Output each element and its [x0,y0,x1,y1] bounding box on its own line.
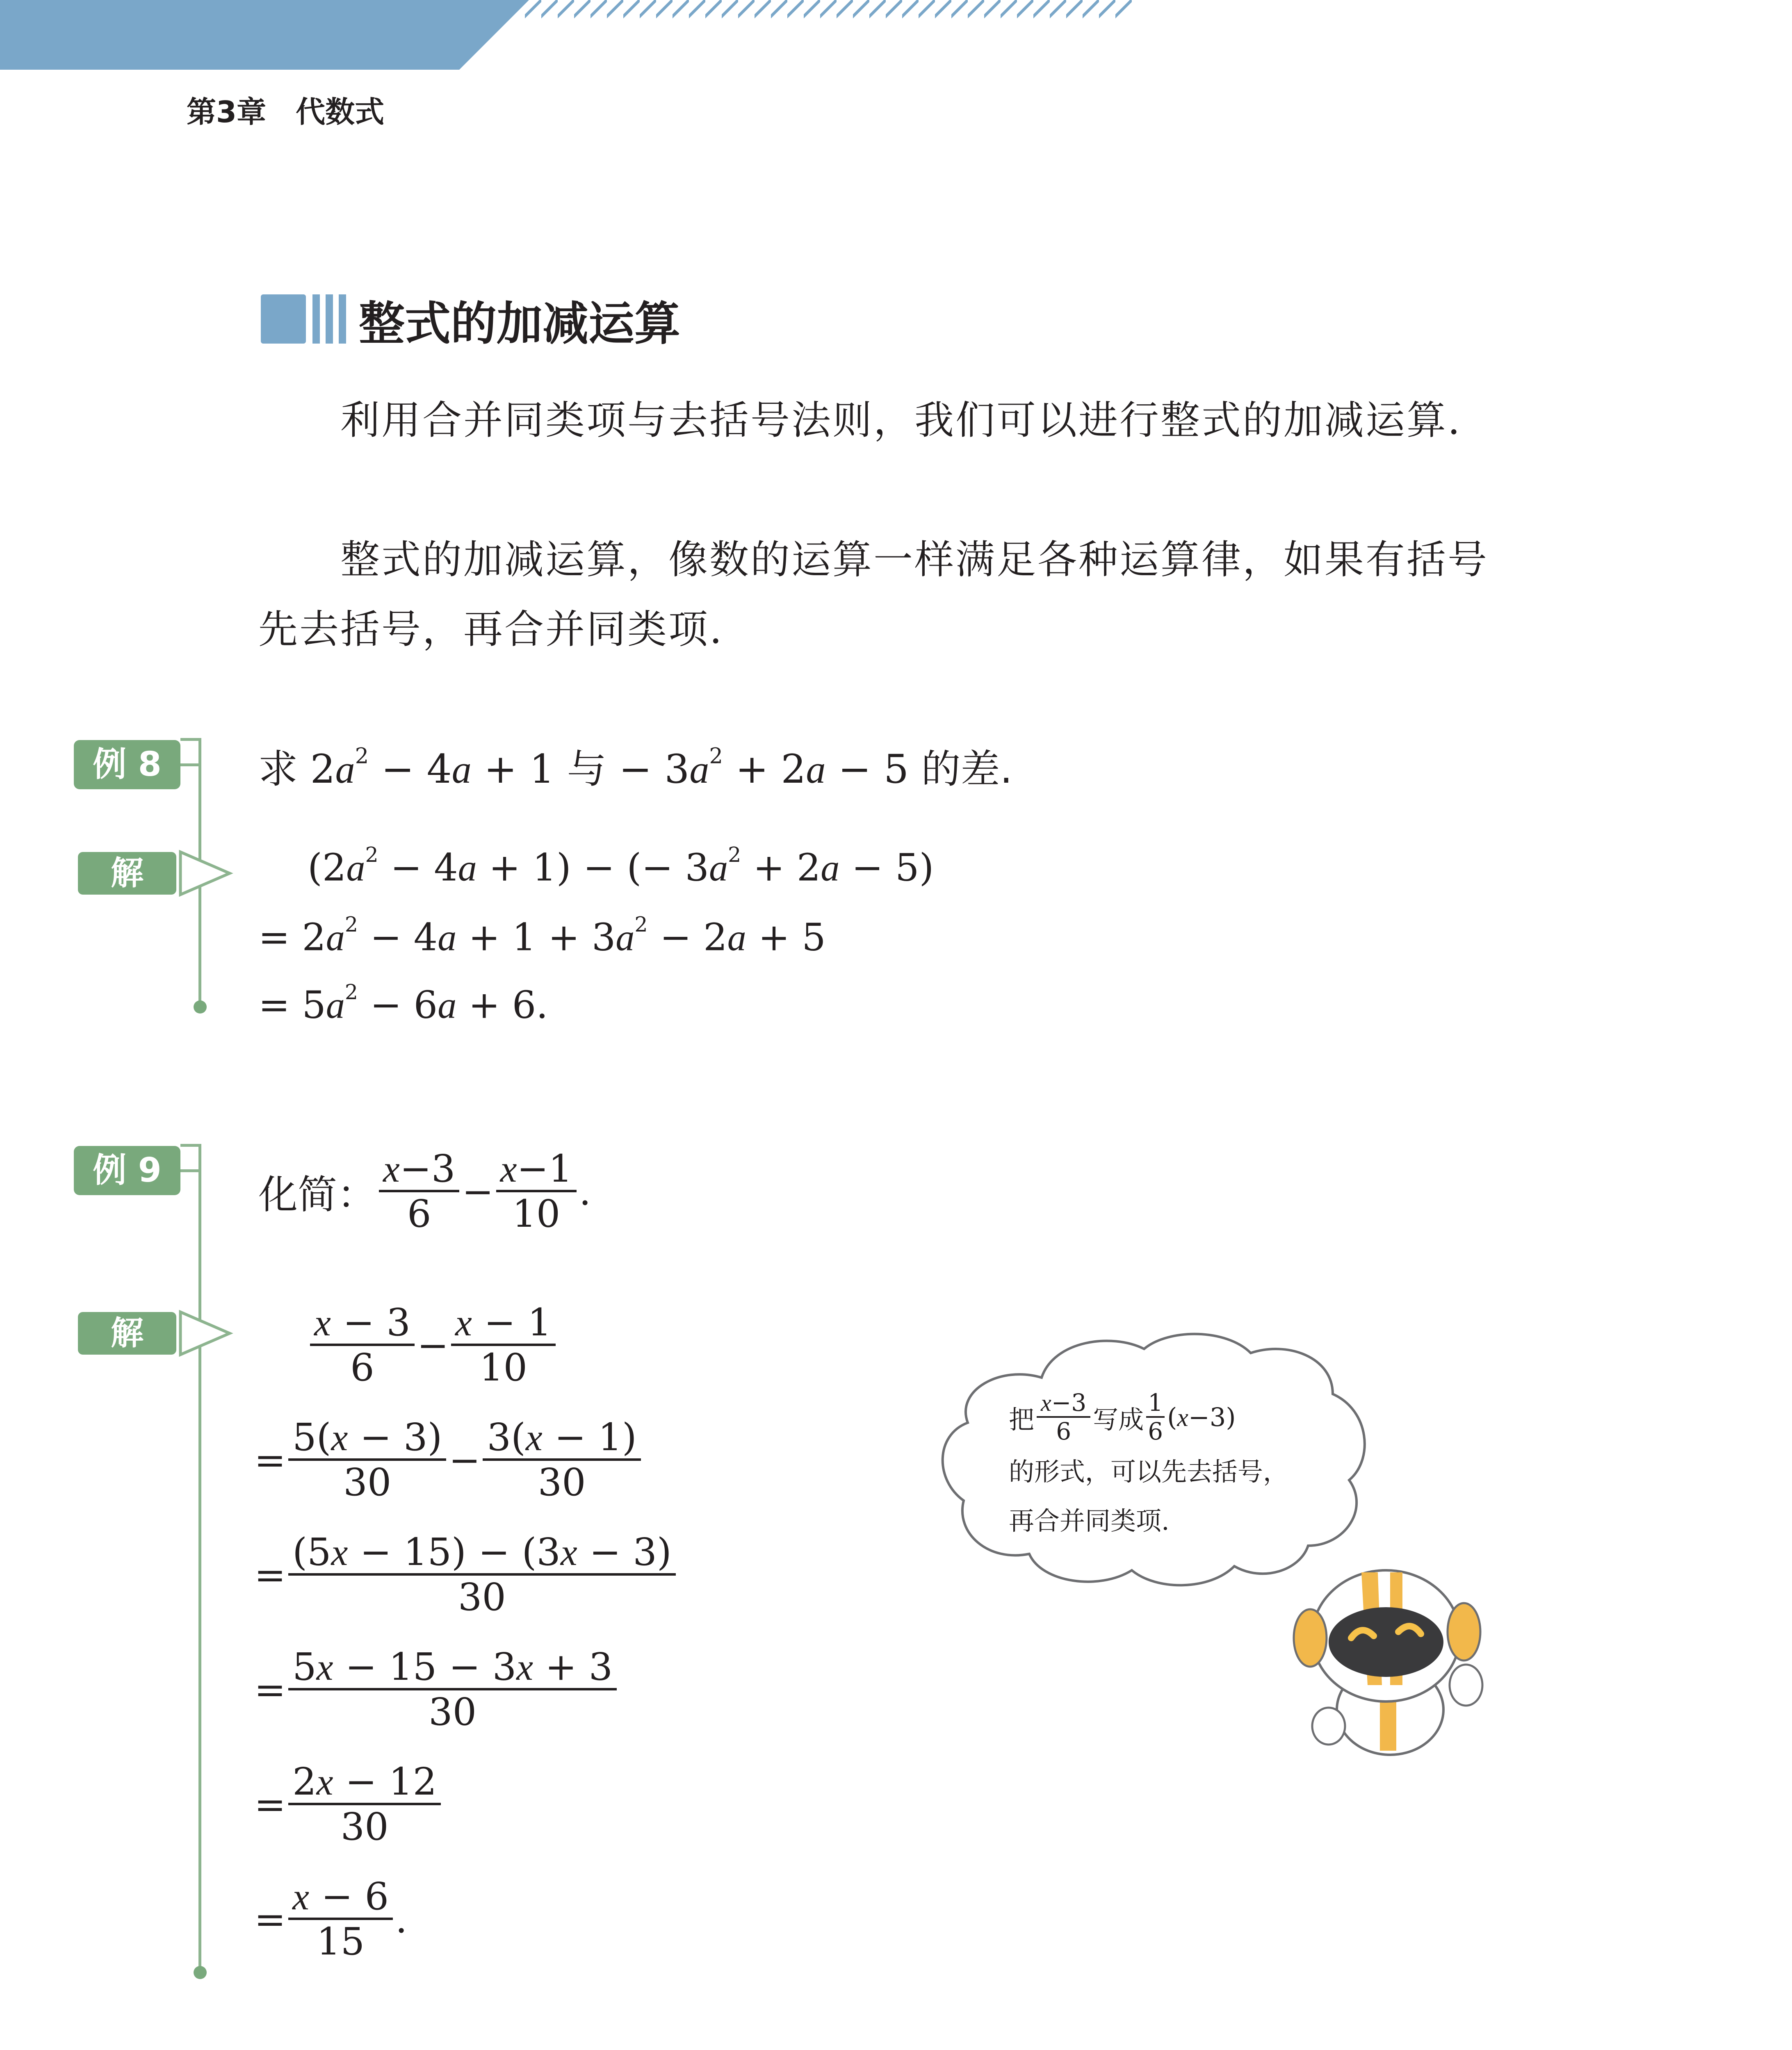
thought-bubble-line-2: 的形式，可以先去括号， [1009,1457,1289,1487]
example9-step-3: = $\frac{(5x - 15) - (3x - 3)}{30}$ [254,1531,678,1619]
header-band [0,0,1792,70]
bubble-prefix: 把 [1009,1404,1035,1435]
thought-bubble-line-3: 再合并同类项. [1009,1506,1170,1536]
fraction: $\frac{x-3}{6}$ [1037,1390,1090,1445]
example8-label: 例 8 [74,740,180,789]
example9-rail [198,1144,201,1972]
example9-question-prefix: 化简： [258,1172,376,1218]
header-stripe-graphic [0,0,1792,70]
example8-question [258,738,1012,794]
fraction: $\frac{x-1}{10}$ [496,1148,577,1236]
example8-expr-a: $2a^2 - 4a + 1$ [310,743,567,792]
example9-label-connector [180,1169,201,1172]
example9-step-1: $\frac{x - 3}{6}$ − $\frac{x - 1}{10}$ [308,1302,558,1389]
fraction: $\frac{1}{6}$ [1146,1390,1165,1445]
example8-rail-top [180,738,201,741]
example8-solution-label: 解 [111,854,144,892]
thought-bubble-line-1: 把 $\frac{x-3}{6}$ 写成 $\frac{1}{6}$ (x−3) [1009,1389,1236,1445]
example8-expr-b: − $3a^2 + 2a - 5$ [619,743,921,792]
intro-paragraph-1: 利用合并同类项与去括号法则，我们可以进行整式的加减运算. [340,397,1462,443]
figure-diagram [1017,2042,1493,2050]
figure-3-4 [1017,2042,1493,2050]
example9-question: 化简： $\frac{x-3}{6}$ − $\frac{x-1}{10}$ . [258,1147,591,1236]
example9-rail-top [180,1144,201,1147]
example8-step-1: $(2a^2 - 4a + 1)$ − (− $3a^2 + 2a - 5$) [308,843,934,890]
chapter-header: 第3章 代数式 [187,95,385,129]
example9-step-5: = $\frac{2x - 12}{30}$ [254,1761,443,1849]
example8-rail-end [194,1000,207,1014]
example8-question-mid: 与 [567,746,606,792]
example8-step-3: = $5a^2 - 6a + 6$. [258,980,548,1027]
example8-label-connector [180,763,201,766]
bubble-mid: 写成 [1093,1404,1144,1435]
robot-mascot [1279,1550,1493,1763]
example9-rail-end [194,1966,207,1979]
fraction: $\frac{x-3}{6}$ [379,1148,459,1236]
example9-step-6: = $\frac{x - 6}{15}$ . [254,1875,408,1964]
example8-question-suffix: 的差. [921,746,1013,792]
example9-step-2: = $\frac{5(x - 3)}{30}$ − $\frac{3(x - 1)}{30}$ [254,1417,643,1504]
section-title: 整式的加减运算 [359,297,680,351]
example9-step-4: = $\frac{5x - 15 - 3x + 3}{30}$ [254,1646,619,1734]
example9-label: 例 9 [74,1146,180,1195]
intro-paragraph-2: 整式的加减运算，像数的运算一样满足各种运算律，如果有括号先去括号，再合并同类项. [258,537,1489,652]
section-title-icon [261,294,347,344]
example9-solution-label: 解 [111,1314,144,1352]
example8-step-2: = $2a^2 - 4a + 1 + 3a^2 - 2a + 5$ [258,912,826,959]
example8-question-prefix: 求 [258,746,298,792]
